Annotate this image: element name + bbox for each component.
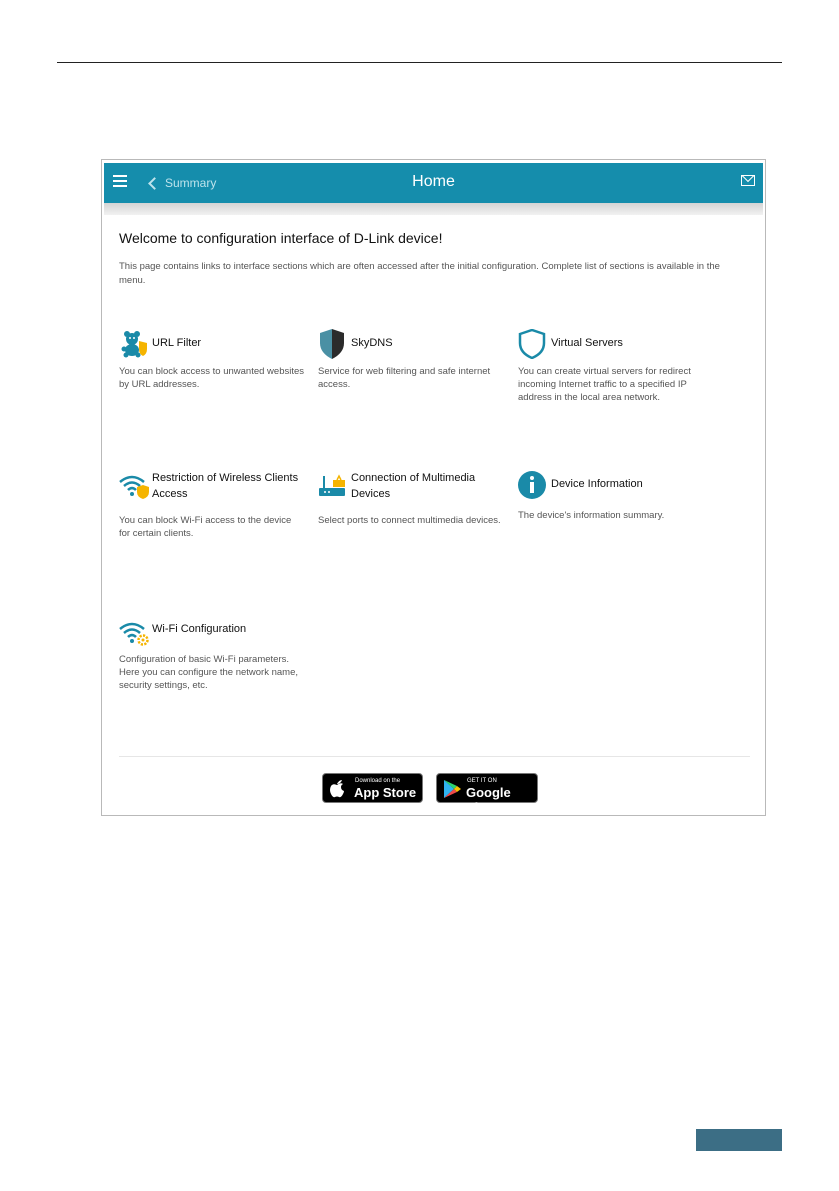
card-desc: You can block Wi-Fi access to the device for certain clients. — [119, 515, 292, 539]
google-play-big-text: Google Play — [466, 785, 511, 815]
card-desc: Configuration of basic Wi-Fi parameters. Here you can configure the network name, security settings, etc. — [119, 654, 299, 691]
footer-divider — [119, 756, 750, 757]
apple-icon — [329, 779, 345, 798]
card-desc: Service for web filtering and safe internet access. — [318, 366, 491, 390]
welcome-heading: Welcome to configuration interface of D-Link device! — [119, 230, 443, 246]
wifi-config-icon — [119, 617, 149, 647]
virtual-servers-shield-icon — [518, 329, 548, 359]
wifi-restriction-icon — [119, 470, 149, 500]
card-title: Restriction of Wireless Clients Access — [152, 472, 299, 500]
card-desc: Select ports to connect multimedia devices. — [318, 515, 501, 526]
multimedia-router-icon — [318, 470, 348, 500]
card-wireless-restriction[interactable] — [119, 470, 309, 540]
card-title: Virtual Servers — [551, 337, 623, 349]
intro-text: This page contains links to interface sections which are often accessed after the initial configuration. Complete list of sections is available in the menu. — [119, 261, 720, 286]
card-wifi-configuration[interactable] — [119, 617, 309, 697]
top-rule — [57, 62, 782, 63]
card-title: Wi-Fi Configuration — [152, 623, 247, 635]
google-play-small-text: GET IT ON — [467, 778, 497, 784]
card-virtual-servers[interactable] — [518, 329, 708, 409]
screenshot-frame — [101, 159, 766, 816]
card-url-filter[interactable] — [119, 329, 309, 389]
card-desc: The device's information summary. — [518, 510, 665, 521]
app-store-big-text: App Store — [354, 785, 417, 800]
page-number-tab — [696, 1129, 782, 1151]
card-multimedia[interactable] — [318, 470, 508, 540]
page-title: Home — [412, 173, 455, 190]
card-device-information[interactable] — [518, 470, 708, 530]
back-link-label: Summary — [165, 176, 217, 190]
header-shadow — [104, 203, 763, 215]
card-skydns[interactable] — [318, 329, 508, 389]
info-icon — [518, 470, 548, 500]
card-title: URL Filter — [152, 337, 202, 349]
header-bar — [104, 163, 763, 203]
google-play-button[interactable] — [436, 773, 538, 815]
card-desc: You can block access to unwanted websites by URL addresses. — [119, 366, 305, 390]
google-play-icon — [443, 779, 461, 799]
app-store-button[interactable] — [322, 773, 423, 803]
mail-icon[interactable] — [741, 175, 755, 186]
card-title: Device Information — [551, 478, 643, 490]
skydns-shield-icon — [318, 329, 348, 359]
card-title: SkyDNS — [351, 337, 393, 349]
url-filter-icon — [119, 329, 149, 359]
card-desc: You can create virtual servers for redirect incoming Internet traffic to a specified IP address in the local area network. — [518, 366, 691, 403]
app-store-small-text: Download on the — [355, 778, 401, 784]
card-title: Connection of Multimedia Devices — [351, 472, 476, 500]
